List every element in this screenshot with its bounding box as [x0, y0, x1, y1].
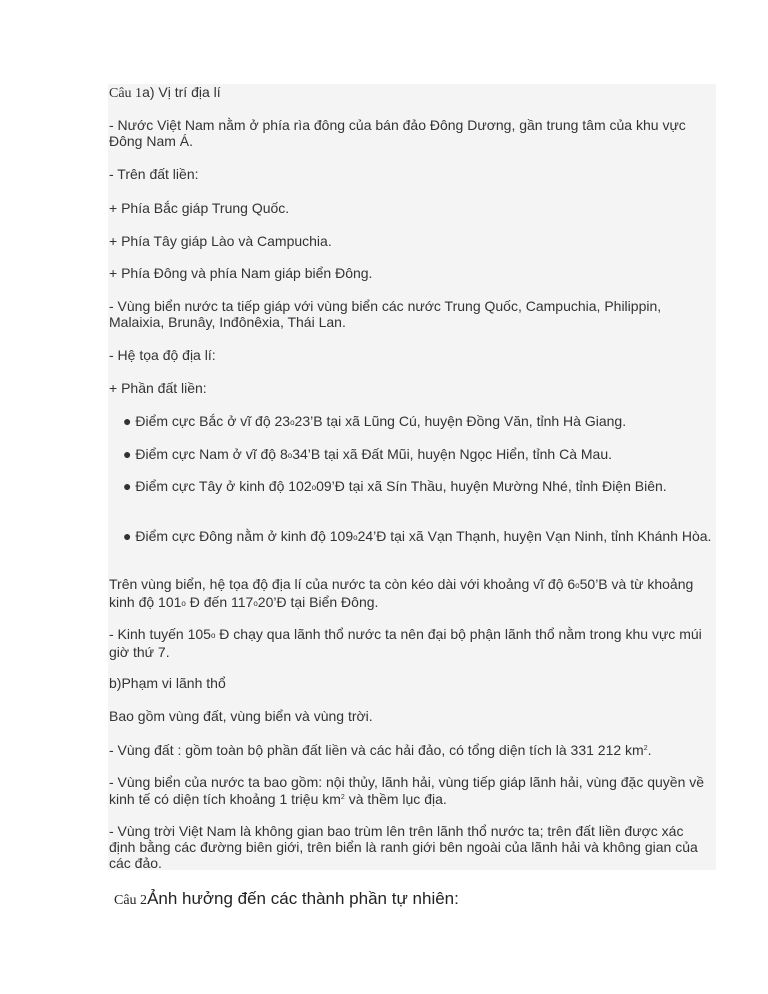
- paragraph-sea-area: - Vùng biển của nước ta bao gồm: nội thủy, lãnh hải, vùng tiếp giáp lãnh hải, vùng đặc quyền về kinh tế có diện tích khoảng 1 triệu $km^2$ và thềm lục địa.: [109, 774, 705, 807]
- bullet-icon: ●: [123, 446, 132, 462]
- list-item: ● Điểm cực Đông nằm ở kinh độ 109o24’Đ tại xã Vạn Thạnh, huyện Vạn Ninh, tỉnh Khánh Hòa.: [123, 528, 712, 544]
- paragraph-east-border: + Phía Đông và phía Nam giáp biển Đông.: [109, 265, 373, 281]
- paragraph-land-area: - Vùng đất : gồm toàn bộ phần đất liền và các hải đảo, có tổng diện tích là 331 212 $km^2$.: [109, 742, 652, 758]
- q1-heading: Câu 1a) Vị trí địa lí: [109, 84, 221, 101]
- paragraph-sea-neighbors: - Vùng biển nước ta tiếp giáp với vùng biển các nước Trung Quốc, Campuchia, Philippin, Malaixia, Brunây, Inđônêxia, Thái Lan.: [109, 298, 662, 330]
- paragraph-location: - Nước Việt Nam nằm ở phía rìa đông của bán đảo Đông Dương, gần trung tâm của khu vực Đông Nam Á.: [109, 117, 686, 149]
- list-item: ● Điểm cực Nam ở vĩ độ 8o34’B tại xã Đất Mũi, huyện Ngọc Hiển, tỉnh Cà Mau.: [123, 446, 613, 462]
- bullet-icon: ●: [123, 478, 132, 494]
- paragraph-west-border: + Phía Tây giáp Lào và Campuchia.: [109, 233, 332, 249]
- bullet-icon: ●: [123, 528, 132, 544]
- paragraph-north-border: + Phía Bắc giáp Trung Quốc.: [109, 200, 290, 216]
- section-b-title: b)Phạm vi lãnh thổ: [109, 675, 226, 691]
- q2-heading: Câu 2Ảnh hưởng đến các thành phần tự nhiên:: [114, 889, 459, 908]
- paragraph-time-zone: - Kinh tuyến 105o Đ chạy qua lãnh thổ nước ta nên đại bộ phận lãnh thổ nằm trong khu vực múi giờ thứ 7.: [109, 626, 702, 660]
- bullet-icon: ●: [123, 413, 132, 429]
- paragraph-territory: Bao gồm vùng đất, vùng biển và vùng trời.: [109, 708, 373, 724]
- paragraph-mainland: - Trên đất liền:: [109, 166, 199, 182]
- list-item: ● Điểm cực Tây ở kinh độ 102o09’Đ tại xã Sín Thầu, huyện Mường Nhé, tỉnh Điện Biên.: [123, 478, 667, 494]
- paragraph-airspace: - Vùng trời Việt Nam là không gian bao trùm lên trên lãnh thổ nước ta; trên đất liền được xác định bằng các đường biên giới, trên biển là ranh giới bên ngoài của lãnh hải và không gian của các đảo.: [109, 823, 698, 871]
- list-item: ● Điểm cực Bắc ở vĩ độ 23o23’B tại xã Lũng Cú, huyện Đồng Văn, tỉnh Hà Giang.: [123, 413, 627, 429]
- paragraph-coordinates: - Hệ tọa độ địa lí:: [109, 347, 216, 363]
- paragraph-mainland-points: + Phần đất liền:: [109, 380, 207, 396]
- paragraph-sea-coordinates: Trên vùng biển, hệ tọa độ địa lí của nước ta còn kéo dài với khoảng vĩ độ 6o50’B và từ khoảng kinh độ 101o Đ đến 117o20’Đ tại Biển Đông.: [109, 576, 694, 610]
